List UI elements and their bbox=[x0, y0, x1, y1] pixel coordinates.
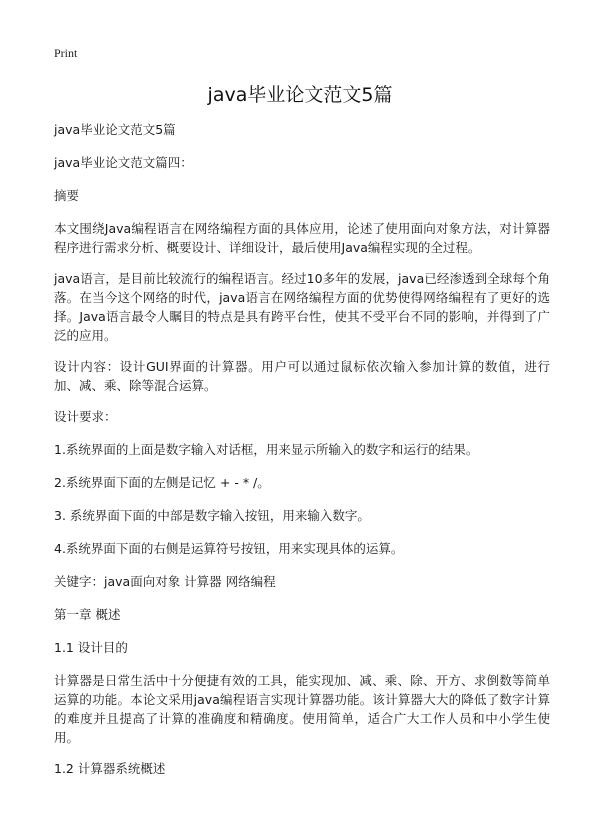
document-body bbox=[54, 120, 550, 792]
requirements-heading: 设计要求： bbox=[54, 409, 117, 424]
abstract-heading: 摘要 bbox=[54, 188, 80, 203]
requirement-item: 2.系统界面下面的左侧是记忆 + - * /。 bbox=[54, 475, 270, 490]
requirement-item: 3. 系统界面下面的中部是数字输入按钮，用来输入数字。 bbox=[54, 508, 370, 523]
keywords: 关键字：java面向对象 计算器 网络编程 bbox=[54, 574, 276, 589]
section-heading: 1.1 设计目的 bbox=[54, 640, 128, 655]
document-title: java毕业论文范文5篇 bbox=[207, 84, 393, 106]
chapter-heading: 第一章 概述 bbox=[54, 607, 121, 622]
paragraph-purpose: 计算器是日常生活中十分便捷有效的工具，能实现加、减、乘、除、开方、求倒数等简单运算的功能。本论文采用java编程语言实现计算器功能。该计算器大大的降低了数字计算的难度并且提高了计算的准确度和精确度。使用简单，适合广大工作人员和中小学生使用。 bbox=[54, 673, 550, 745]
requirement-item: 1.系统界面的上面是数字输入对话框，用来显示所输入的数字和运行的结果。 bbox=[54, 442, 479, 457]
paragraph-intro: 本文围绕Java编程语言在网络编程方面的具体应用，论述了使用面向对象方法，对计算器程序进行需求分析、概要设计、详细设计，最后使用Java编程实现的全过程。 bbox=[54, 221, 550, 255]
print-label[interactable]: Print bbox=[54, 46, 78, 60]
paragraph-design-content: 设计内容：设计GUI界面的计算器。用户可以通过鼠标依次输入参加计算的数值，进行加、减、乘、除等混合运算。 bbox=[54, 359, 550, 393]
section-heading: 1.2 计算器系统概述 bbox=[54, 761, 166, 776]
subtitle: java毕业论文范文5篇 bbox=[54, 122, 176, 137]
requirement-item: 4.系统界面下面的右侧是运算符号按钮，用来实现具体的运算。 bbox=[54, 541, 404, 556]
paragraph-java: java语言，是目前比较流行的编程语言。经过10多年的发展，java已经渗透到全球每个角落。在当今这个网络的时代，java语言在网络编程方面的优势使得网络编程有了更好的选择。Java语言最令人瞩目的特点是具有跨平台性，使其不受平台不同的影响，并得到了广泛的应用。 bbox=[54, 271, 550, 343]
section-label: java毕业论文范文篇四： bbox=[54, 155, 193, 170]
